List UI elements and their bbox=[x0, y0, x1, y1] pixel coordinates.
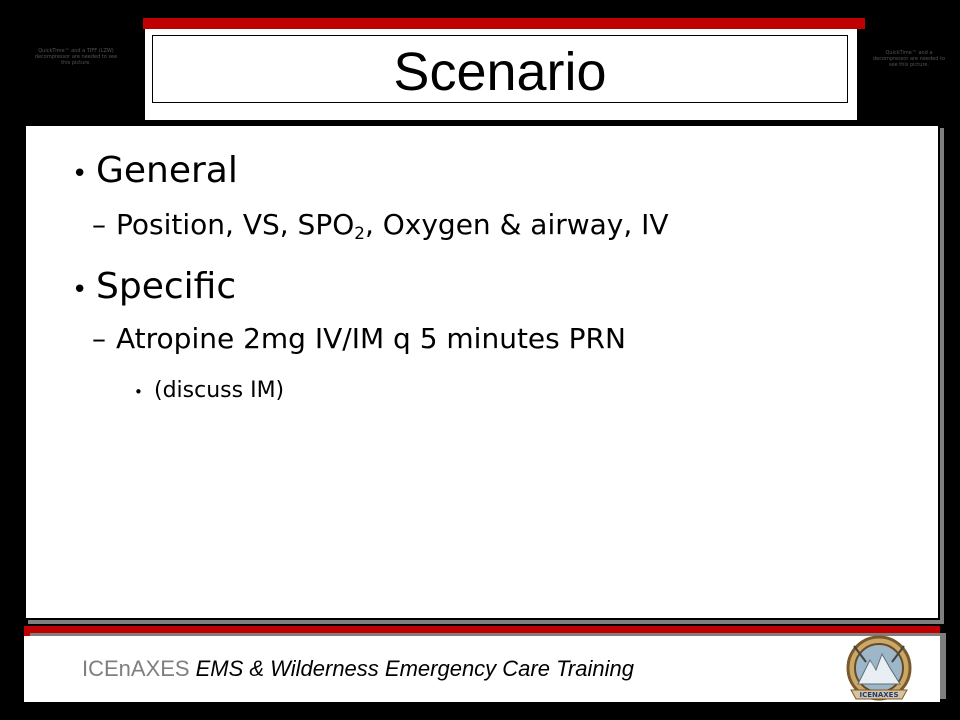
slide-title: Scenario bbox=[393, 42, 607, 102]
sub-bullet-atropine bbox=[92, 322, 626, 355]
quicktime-placeholder-left: QuickTime™ and a TIFF (LZW) decompressor are needed to see this picture. bbox=[34, 48, 118, 66]
title-accent-bar bbox=[143, 18, 865, 29]
title-box bbox=[152, 35, 848, 103]
bullet-general bbox=[72, 150, 238, 191]
sub-sub-bullet-text: (discuss IM) bbox=[154, 378, 285, 403]
footer-text bbox=[82, 656, 634, 682]
sub-sub-bullet-discuss-im bbox=[134, 378, 284, 403]
dash-icon: – bbox=[92, 322, 106, 355]
bullet-specific bbox=[72, 266, 236, 307]
footer-brand: ICEnAXES bbox=[82, 656, 190, 681]
bullet-text: Specific bbox=[96, 266, 237, 307]
bullet-icon: • bbox=[72, 159, 88, 189]
logo-badge-svg bbox=[842, 632, 916, 706]
bullet-icon: • bbox=[72, 275, 88, 305]
content-box bbox=[24, 124, 940, 620]
logo-label: ICENAXES bbox=[859, 691, 899, 699]
quicktime-placeholder-right: QuickTime™ and a decompressor are needed to see this picture. bbox=[872, 50, 946, 68]
sub-bullet-text: Position, VS, $SPO_2$, Oxygen & airway, IV bbox=[116, 208, 669, 244]
footer-tagline: EMS & Wilderness Emergency Care Training bbox=[195, 656, 634, 681]
sub-bullet-general-items bbox=[92, 208, 669, 243]
icenaxes-logo-icon bbox=[842, 632, 916, 706]
dash-icon: – bbox=[92, 208, 106, 241]
bullet-icon: • bbox=[134, 383, 143, 401]
sub-bullet-text: Atropine 2mg IV/IM q 5 minutes PRN bbox=[116, 322, 626, 355]
bullet-list bbox=[26, 126, 938, 618]
bullet-text: General bbox=[96, 150, 238, 191]
